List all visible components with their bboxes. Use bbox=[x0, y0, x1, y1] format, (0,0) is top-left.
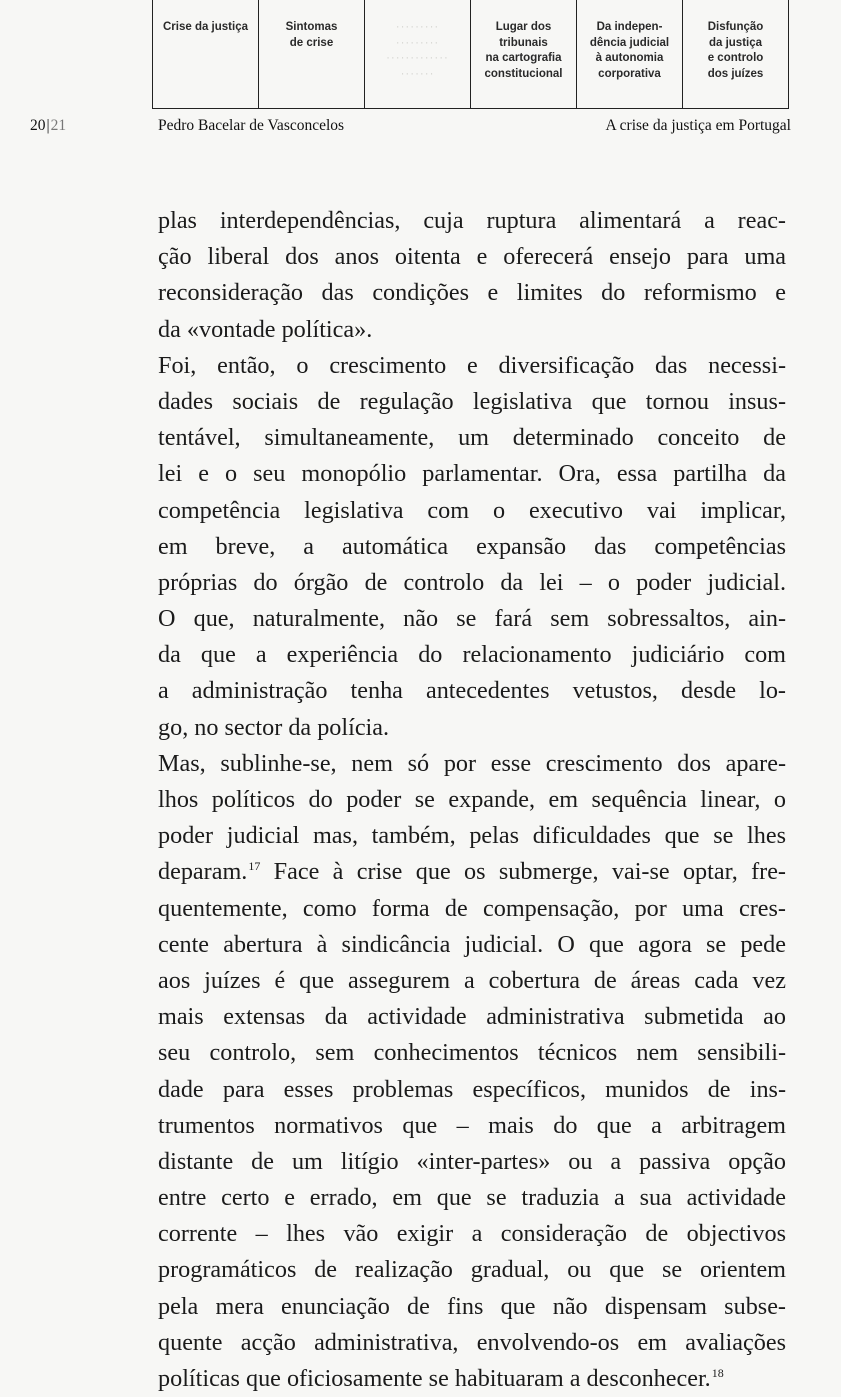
text-line-content: da «vontade política». bbox=[158, 315, 373, 343]
nav-cell-4[interactable] bbox=[576, 0, 682, 108]
nav-cell-5[interactable] bbox=[682, 0, 789, 108]
text-line bbox=[158, 239, 786, 275]
text-line-content: Mas, sublinhe-se, nem só por esse crescimento dos apare- bbox=[158, 749, 786, 777]
text-line bbox=[158, 746, 786, 782]
text-line bbox=[158, 348, 786, 384]
text-line-content: Foi, então, o crescimento e diversificação das necessi- bbox=[158, 351, 786, 379]
nav-cell-label: corporativa bbox=[598, 67, 661, 80]
text-line bbox=[158, 854, 786, 890]
text-line bbox=[158, 312, 786, 348]
nav-cell-label: tribunais bbox=[499, 36, 548, 49]
text-line bbox=[158, 1072, 786, 1108]
text-line bbox=[158, 1216, 786, 1252]
nav-cell-label: de crise bbox=[289, 36, 334, 49]
running-header bbox=[0, 117, 841, 137]
nav-cell-label: e controlo bbox=[707, 52, 764, 64]
text-line bbox=[158, 529, 786, 565]
text-line-content: dade para esses problemas específicos, munidos de ins- bbox=[158, 1075, 786, 1103]
text-line-content: dades sociais de regulação legislativa que tornou insus- bbox=[158, 387, 786, 415]
text-line-content: programáticos de realização gradual, ou que se orientem bbox=[158, 1256, 786, 1284]
text-line bbox=[158, 782, 786, 818]
nav-cell-3[interactable] bbox=[470, 0, 576, 108]
text-line-content: entre certo e errado, em que se traduzia a sua actividade bbox=[158, 1184, 786, 1212]
nav-cell-2[interactable] bbox=[364, 0, 470, 108]
text-line bbox=[158, 637, 786, 673]
text-line bbox=[158, 963, 786, 999]
nav-cell-label: Lugar dos bbox=[495, 21, 552, 33]
footnote-reference[interactable]: 17 bbox=[248, 859, 261, 874]
text-line bbox=[158, 203, 786, 239]
nav-cell-label: Da indepen- bbox=[596, 21, 663, 33]
nav-cell-label: Disfunção bbox=[707, 21, 764, 33]
text-line-content: plas interdependências, cuja ruptura alimentará a reac- bbox=[158, 207, 786, 234]
text-line-content: corrente – lhes vão exigir a consideração de objectivos bbox=[158, 1220, 786, 1248]
text-line bbox=[158, 456, 786, 492]
nav-cell-label: dos juízes bbox=[707, 67, 764, 80]
text-line-content: políticas que oficiosamente se habituaram a desconhecer. bbox=[158, 1365, 711, 1392]
text-line-content: pela mera enunciação de fins que não dispensam subse- bbox=[158, 1292, 786, 1320]
text-line bbox=[158, 420, 786, 456]
text-line bbox=[158, 818, 786, 854]
text-line bbox=[158, 565, 786, 601]
text-line bbox=[158, 927, 786, 963]
text-line bbox=[158, 999, 786, 1035]
text-line bbox=[158, 1144, 786, 1180]
book-title: A crise da justiça em Portugal bbox=[605, 117, 791, 134]
nav-cell-0[interactable] bbox=[152, 0, 258, 108]
text-line-content: próprias do órgão de controlo da lei – o poder judicial. bbox=[158, 568, 786, 596]
nav-cell-label: Sintomas bbox=[285, 21, 338, 33]
text-line bbox=[158, 601, 786, 637]
text-line-content: da que a experiência do relacionamento judiciário com bbox=[158, 641, 786, 669]
text-line bbox=[158, 1289, 786, 1325]
page-number-separator: | bbox=[46, 117, 50, 134]
text-line-content: mais extensas da actividade administrativa submetida ao bbox=[158, 1003, 786, 1031]
nav-cell-label: à autonomia bbox=[595, 52, 664, 64]
text-line bbox=[158, 710, 786, 746]
body-text bbox=[158, 203, 786, 1397]
text-line bbox=[158, 891, 786, 927]
footnote-reference[interactable]: 18 bbox=[711, 1365, 724, 1380]
text-line-content: reconsideração das condições e limites do reformismo e bbox=[158, 279, 786, 307]
nav-cell-label: constitucional bbox=[484, 67, 563, 80]
text-line-content: distante de um litígio «inter-partes» ou a passiva opção bbox=[158, 1147, 786, 1175]
author-name: Pedro Bacelar de Vasconcelos bbox=[158, 117, 345, 134]
page-number-current: 20 bbox=[30, 117, 46, 134]
text-line-content: O que, naturalmente, não se fará sem sobressaltos, ain- bbox=[158, 605, 786, 633]
text-line-content: go, no sector da polícia. bbox=[158, 713, 390, 741]
text-line-content: em breve, a automática expansão das competências bbox=[158, 532, 786, 560]
text-line-content: poder judicial mas, também, pelas dificuldades que se lhes bbox=[158, 822, 786, 850]
text-line bbox=[158, 673, 786, 709]
text-line-content: tentável, simultaneamente, um determinado conceito de bbox=[158, 424, 786, 452]
text-line-content: lhos políticos do poder se expande, em sequência linear, o bbox=[158, 786, 786, 813]
text-line bbox=[158, 1361, 786, 1397]
nav-cell-label: ············· bbox=[386, 52, 449, 64]
page-number-next: 21 bbox=[50, 117, 67, 134]
text-line-content: aos juízes é que assegurem a cobertura de áreas cada vez bbox=[158, 966, 786, 994]
text-line bbox=[158, 1035, 786, 1071]
text-line-content: ção liberal dos anos oitenta e oferecerá ensejo para uma bbox=[158, 243, 786, 271]
text-line bbox=[158, 1252, 786, 1288]
nav-cell-label: ········· bbox=[395, 36, 440, 49]
text-line-content: a administração tenha antecedentes vetustos, desde lo- bbox=[158, 677, 786, 705]
chapter-navigation-table bbox=[152, 0, 789, 109]
text-line bbox=[158, 275, 786, 311]
text-line bbox=[158, 1108, 786, 1144]
text-line-content: cente abertura à sindicância judicial. O que agora se pede bbox=[158, 930, 786, 958]
text-line bbox=[158, 1325, 786, 1361]
nav-cell-label: na cartografia bbox=[485, 52, 562, 64]
nav-cell-1[interactable] bbox=[258, 0, 364, 108]
nav-cell-label: ······· bbox=[400, 67, 435, 80]
text-line-content: lei e o seu monopólio parlamentar. Ora, essa partilha da bbox=[158, 460, 786, 488]
text-line-content: trumentos normativos que – mais do que a arbitragem bbox=[158, 1111, 786, 1139]
text-line bbox=[158, 1180, 786, 1216]
text-line bbox=[158, 493, 786, 529]
nav-cell-label: da justiça bbox=[708, 36, 763, 49]
page-numbers bbox=[30, 117, 66, 135]
text-line-content-continued: Face à crise que os submerge, vai-se optar, fre- bbox=[260, 858, 786, 886]
text-line-content: quentemente, como forma de compensação, por uma cres- bbox=[158, 894, 786, 922]
text-line bbox=[158, 384, 786, 420]
text-line-content: seu controlo, sem conhecimentos técnicos nem sensibili- bbox=[158, 1039, 786, 1067]
nav-cell-label: dência judicial bbox=[589, 36, 670, 49]
text-line-content: quente acção administrativa, envolvendo-os em avaliações bbox=[158, 1328, 786, 1356]
nav-cell-label: Crise da justiça bbox=[162, 21, 248, 33]
nav-cell-label: ········· bbox=[395, 21, 440, 33]
text-line-content: competência legislativa com o executivo vai implicar, bbox=[158, 496, 786, 524]
text-line-content: deparam. bbox=[158, 858, 248, 886]
